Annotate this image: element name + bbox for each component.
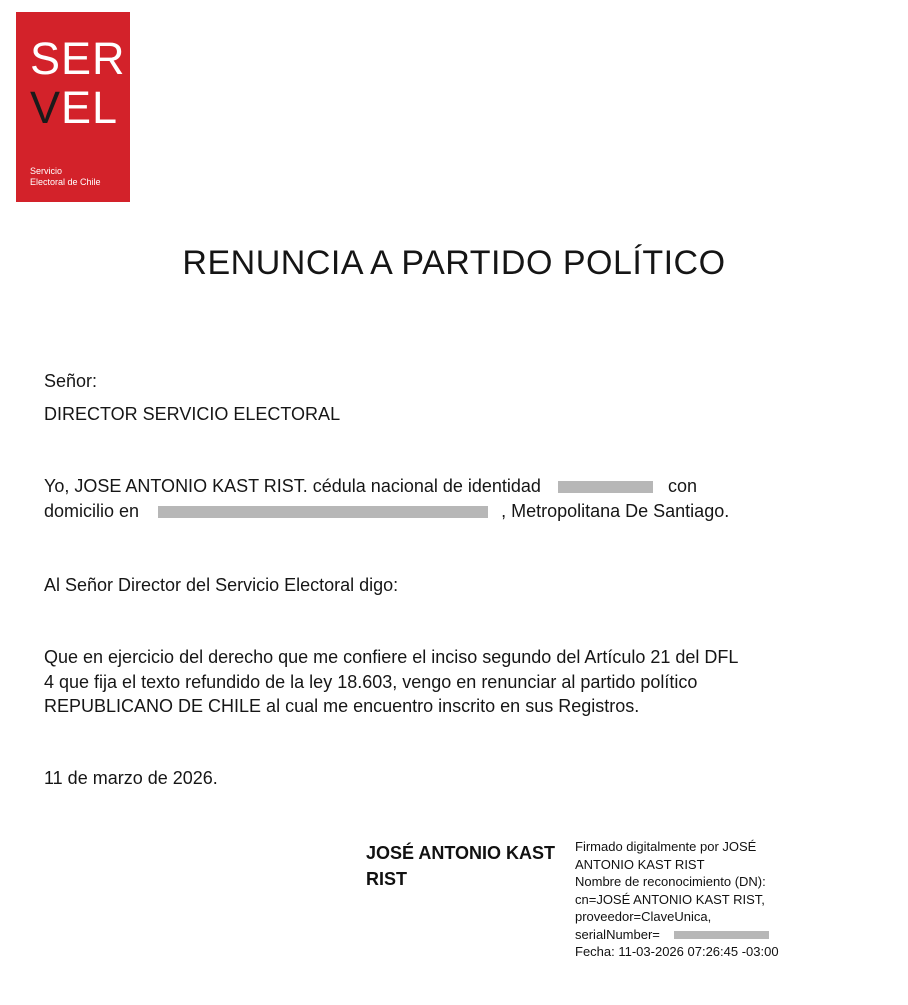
logo-letters-el: EL bbox=[61, 82, 119, 133]
serial-line bbox=[575, 926, 875, 944]
document-title: RENUNCIA A PARTIDO POLÍTICO bbox=[182, 244, 726, 282]
redacted-serial bbox=[674, 931, 769, 939]
logo-text-vel bbox=[30, 82, 119, 133]
redacted-id bbox=[558, 481, 653, 493]
intro-text-b: con bbox=[667, 476, 698, 496]
intro-line2 bbox=[44, 499, 729, 523]
addressee: DIRECTOR SERVICIO ELECTORAL bbox=[44, 404, 341, 424]
signature-line: Firmado digitalmente por JOSÉ bbox=[575, 839, 757, 854]
digital-signature-block bbox=[575, 838, 875, 961]
body-line2: 4 que fija el texto refundido de la ley 18.603, vengo en renunciar al partido político bbox=[44, 672, 698, 692]
statement: Al Señor Director del Servicio Electoral digo: bbox=[44, 575, 399, 595]
salutation: Señor: bbox=[44, 371, 98, 391]
intro-text-a: Yo, JOSE ANTONIO KAST RIST. cédula nacional de identidad bbox=[44, 476, 541, 496]
signature-date: Fecha: 11-03-2026 07:26:45 -03:00 bbox=[575, 944, 779, 959]
redacted-address bbox=[158, 506, 488, 518]
signer-name-line1: JOSÉ ANTONIO KAST bbox=[366, 843, 556, 863]
signature-line: Nombre de reconocimiento (DN): bbox=[575, 874, 766, 889]
signature-line: proveedor=ClaveUnica, bbox=[575, 909, 712, 924]
document-date: 11 de marzo de 2026. bbox=[44, 768, 218, 788]
signature-line: cn=JOSÉ ANTONIO KAST RIST, bbox=[575, 891, 765, 907]
logo-letter-v: V bbox=[30, 82, 62, 133]
serial-label: serialNumber= bbox=[575, 926, 660, 942]
servel-logo bbox=[16, 12, 130, 202]
logo-subtitle-line2: Electoral de Chile bbox=[30, 177, 101, 187]
logo-subtitle-line1: Servicio bbox=[30, 166, 63, 176]
intro-text-c: domicilio en bbox=[44, 501, 140, 521]
body-line3: REPUBLICANO DE CHILE al cual me encuentro inscrito en sus Registros. bbox=[44, 696, 640, 716]
logo-text-ser: SER bbox=[30, 33, 126, 84]
signer-name bbox=[366, 840, 576, 892]
signature-line: ANTONIO KAST RIST bbox=[575, 856, 705, 872]
signer-name-line2: RIST bbox=[366, 869, 408, 889]
logo-subtitle bbox=[30, 166, 101, 188]
intro-text-d: , Metropolitana De Santiago. bbox=[501, 501, 730, 521]
body-line1: Que en ejercicio del derecho que me confiere el inciso segundo del Artículo 21 del DFL bbox=[44, 647, 739, 667]
intro-line1 bbox=[44, 474, 697, 498]
